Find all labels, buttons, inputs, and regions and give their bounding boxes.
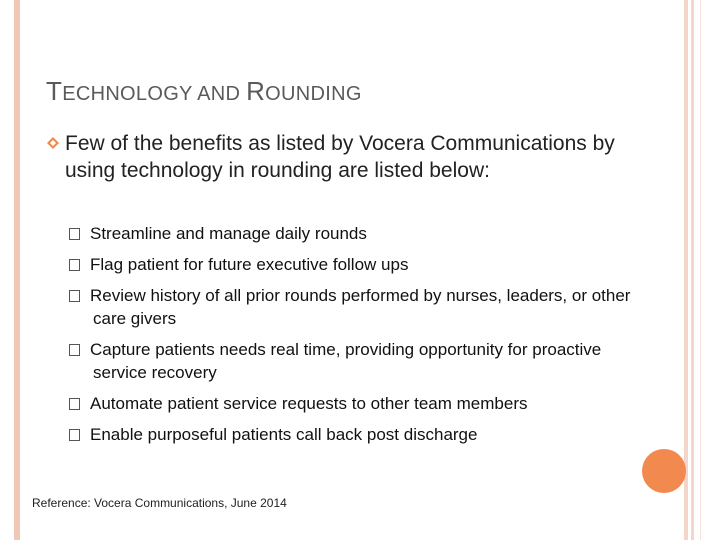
right-frame-bar-inner <box>691 0 694 540</box>
square-checkbox-icon <box>69 429 80 441</box>
left-frame-bar <box>14 0 20 540</box>
list-item: Review history of all prior rounds performed by nurses, leaders, or other care givers <box>65 284 635 330</box>
list-item: Flag patient for future executive follow ups <box>65 253 635 276</box>
square-checkbox-icon <box>69 344 80 356</box>
list-item: Streamline and manage daily rounds <box>65 222 635 245</box>
square-checkbox-icon <box>69 398 80 410</box>
list-item: Enable purposeful patients call back post discharge <box>65 423 635 446</box>
orange-circle-decoration <box>642 449 686 493</box>
slide-title: TECHNOLOGY AND ROUNDING <box>46 76 362 106</box>
reference-note: Reference: Vocera Communications, June 2014 <box>32 496 287 510</box>
list-item: Automate patient service requests to other team members <box>65 392 635 415</box>
square-checkbox-icon <box>69 228 80 240</box>
right-divider-line <box>700 0 701 540</box>
square-checkbox-icon <box>69 290 80 302</box>
list-item: Capture patients needs real time, providing opportunity for proactive service recovery <box>65 338 635 384</box>
right-frame-bar <box>684 0 688 540</box>
orange-diamond-bullet-icon <box>46 136 60 150</box>
square-checkbox-icon <box>69 259 80 271</box>
benefits-list <box>65 222 635 446</box>
main-bullet-text: Few of the benefits as listed by Vocera Communications by using technology in rounding are listed below: <box>65 132 615 182</box>
